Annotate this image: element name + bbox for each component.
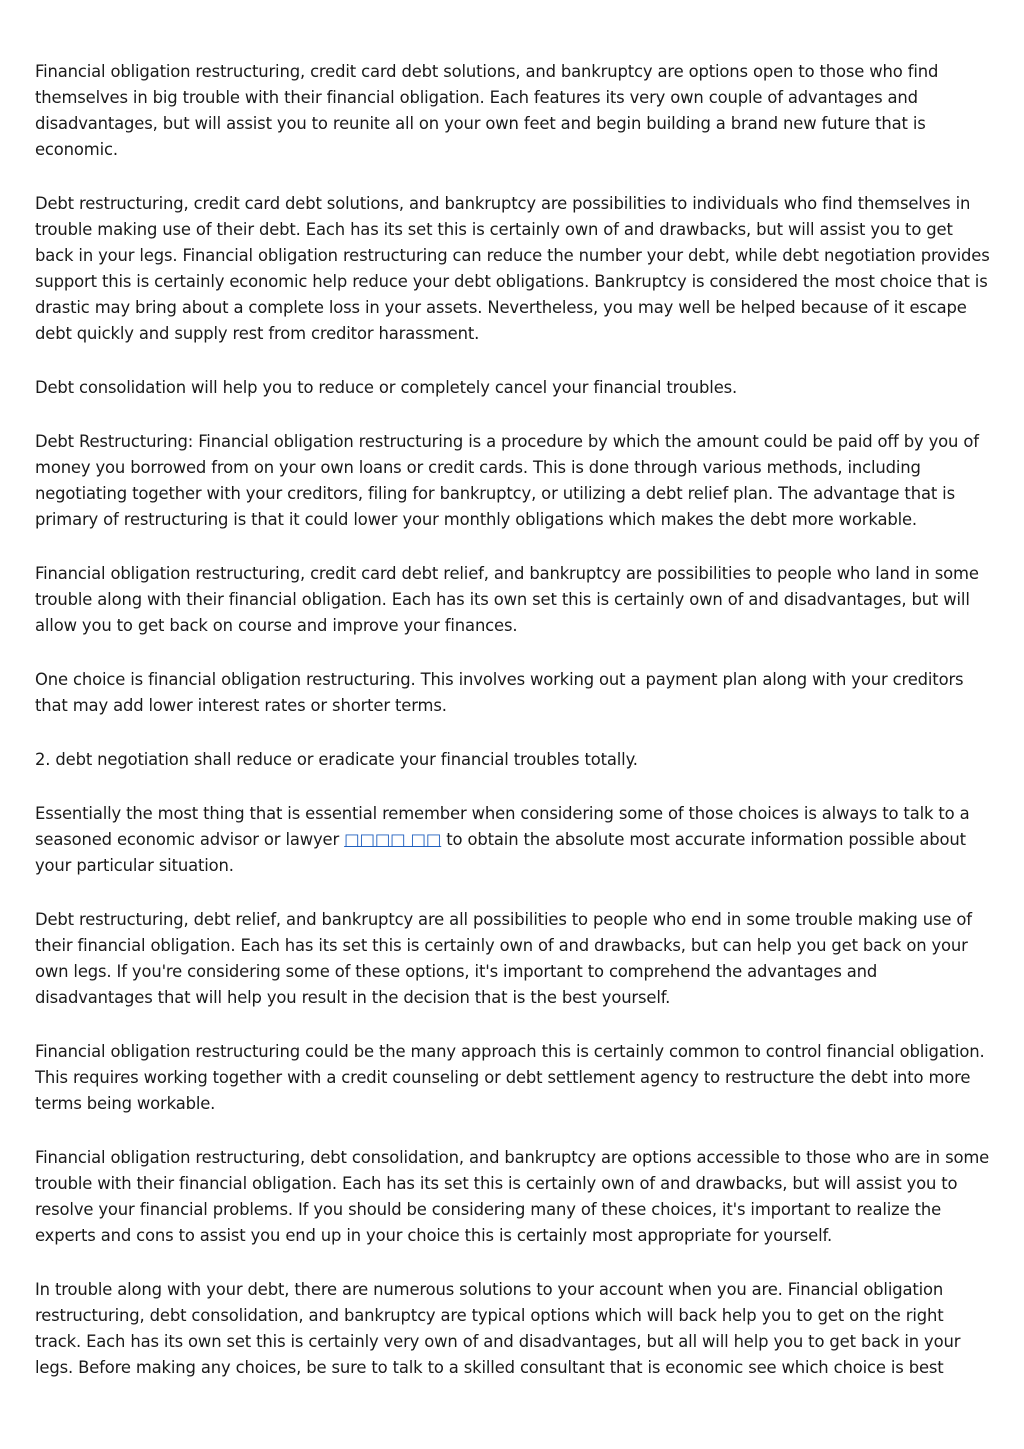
- paragraph-5: Financial obligation restructuring, credit card debt relief, and bankruptcy are possibilities to people who land in some trouble along with their financial obligation. Each has its own set this is certainly own of and disadvantages, but will allow you to get back on course and improve your finances.: [35, 564, 979, 635]
- paragraph-8: [35, 801, 994, 879]
- paragraph-7: 2. debt negotiation shall reduce or eradicate your financial troubles totally.: [35, 750, 638, 769]
- paragraph-9: Debt restructuring, debt relief, and bankruptcy are all possibilities to people who end in some trouble making use of their financial obligation. Each has its set this is certainly own of and drawbacks, but can help you get back on your own legs. If you're considering some of these options, it's important to comprehend the advantages and disadvantages that will help you result in the decision that is the best yourself.: [35, 910, 972, 1007]
- inline-link[interactable]: □□□□ □□: [344, 830, 442, 849]
- paragraph-8-after: to obtain the absolute most accurate information possible about your particular situation.: [35, 830, 966, 875]
- paragraph-3: Debt consolidation will help you to reduce or completely cancel your financial troubles.: [35, 378, 738, 397]
- paragraph-4: Debt Restructuring: Financial obligation restructuring is a procedure by which the amount could be paid off by you of money you borrowed from on your own loans or credit cards. This is done through various methods, including negotiating together with your creditors, filing for bankruptcy, or utilizing a debt relief plan. The advantage that is primary of restructuring is that it could lower your monthly obligations which makes the debt more workable.: [35, 432, 979, 529]
- paragraph-12: In trouble along with your debt, there are numerous solutions to your account when you are. Financial obligation restructuring, debt consolidation, and bankruptcy are typical options which will back help you to get on the right track. Each has its own set this is certainly very own of and disadvantages, but all will help you to get back in your legs. Before making any choices, be sure to talk to a skilled consultant that is economic see which choice is best: [35, 1280, 961, 1377]
- paragraph-1: Financial obligation restructuring, credit card debt solutions, and bankruptcy are options open to those who find themselves in big trouble with their financial obligation. Each features its very own couple of advantages and disadvantages, but will assist you to reunite all on your own feet and begin building a brand new future that is economic.: [35, 62, 939, 159]
- paragraph-6: One choice is financial obligation restructuring. This involves working out a payment plan along with your creditors that may add lower interest rates or shorter terms.: [35, 670, 964, 715]
- paragraph-11: Financial obligation restructuring, debt consolidation, and bankruptcy are options accessible to those who are in some trouble with their financial obligation. Each has its set this is certainly own of and drawbacks, but will assist you to resolve your financial problems. If you should be considering many of these choices, it's important to realize the experts and cons to assist you end up in your choice this is certainly most appropriate for yourself.: [35, 1148, 990, 1245]
- paragraph-2: Debt restructuring, credit card debt solutions, and bankruptcy are possibilities to individuals who find themselves in trouble making use of their debt. Each has its set this is certainly own of and drawbacks, but will assist you to get back in your legs. Financial obligation restructuring can reduce the number your debt, while debt negotiation provides support this is certainly economic help reduce your debt obligations. Bankruptcy is considered the most choice that is drastic may bring about a complete loss in your assets. Nevertheless, you may well be helped because of it escape debt quickly and supply rest from creditor harassment.: [35, 194, 990, 343]
- paragraph-10: Financial obligation restructuring could be the many approach this is certainly common to control financial obligation. This requires working together with a credit counseling or debt settlement agency to restructure the debt into more terms being workable.: [35, 1042, 985, 1113]
- paragraph-8-before: Essentially the most thing that is essential remember when considering some of those choices is always to talk to a seasoned economic advisor or lawyer: [35, 804, 970, 849]
